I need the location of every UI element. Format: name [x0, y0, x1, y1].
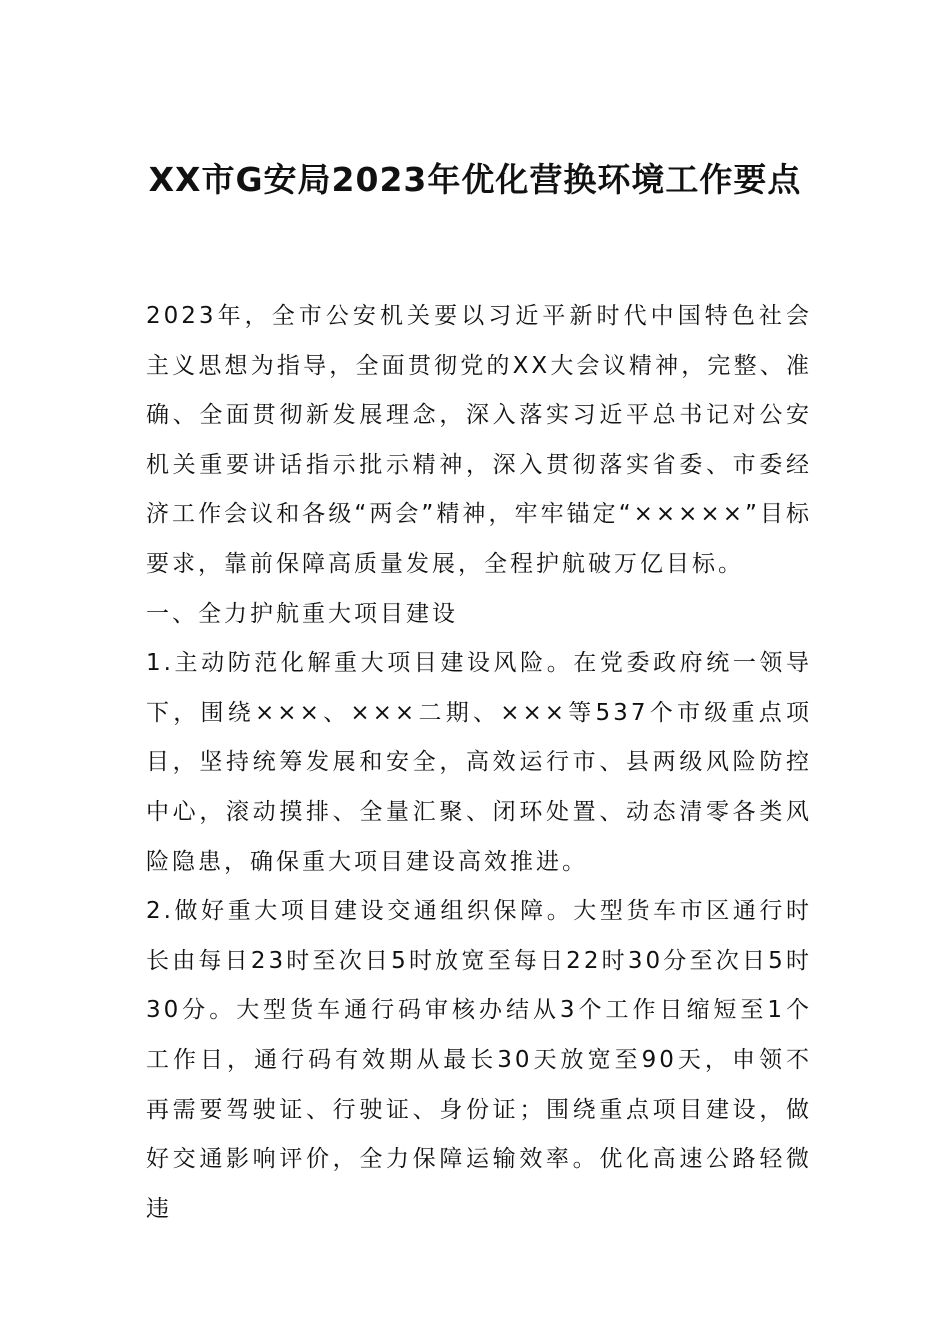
- section-heading-1: 一、全力护航重大项目建设: [146, 600, 458, 627]
- document-title: XX市G安局2023年优化营换环境工作要点: [148, 160, 802, 199]
- paragraph-item-1: 1.主动防范化解重大项目建设风险。在党委政府统一领导下，围绕×××、×××二期、×××等537个市级重点项目，坚持统筹发展和安全，高效运行市、县两级风险防控中心，滚动摸排、全量汇聚、闭环处置、动态清零各类风险隐患，确保重大项目建设高效推进。: [146, 650, 812, 875]
- paragraph-item-2: 2.做好重大项目建设交通组织保障。大型货车市区通行时长由每日23时至次日5时放宽至每日22时30分至次日5时30分。大型货车通行码审核办结从3个工作日缩短至1个工作日，通行码有效期从最长30天放宽至90天，申领不再需要驾驶证、行驶证、身份证；围绕重点项目建设，做好交通影响评价，全力保障运输效率。优化高速公路轻微违: [146, 898, 812, 1222]
- paragraph-intro: 2023年，全市公安机关要以习近平新时代中国特色社会主义思想为指导，全面贯彻党的XX大会议精神，完整、准确、全面贯彻新发展理念，深入落实习近平总书记对公安机关重要讲话指示批示精神，深入贯彻落实省委、市委经济工作会议和各级“两会”精神，牢牢锚定“×××××”目标要求，靠前保障高质量发展，全程护航破万亿目标。: [146, 303, 812, 577]
- document-body: [146, 292, 812, 1234]
